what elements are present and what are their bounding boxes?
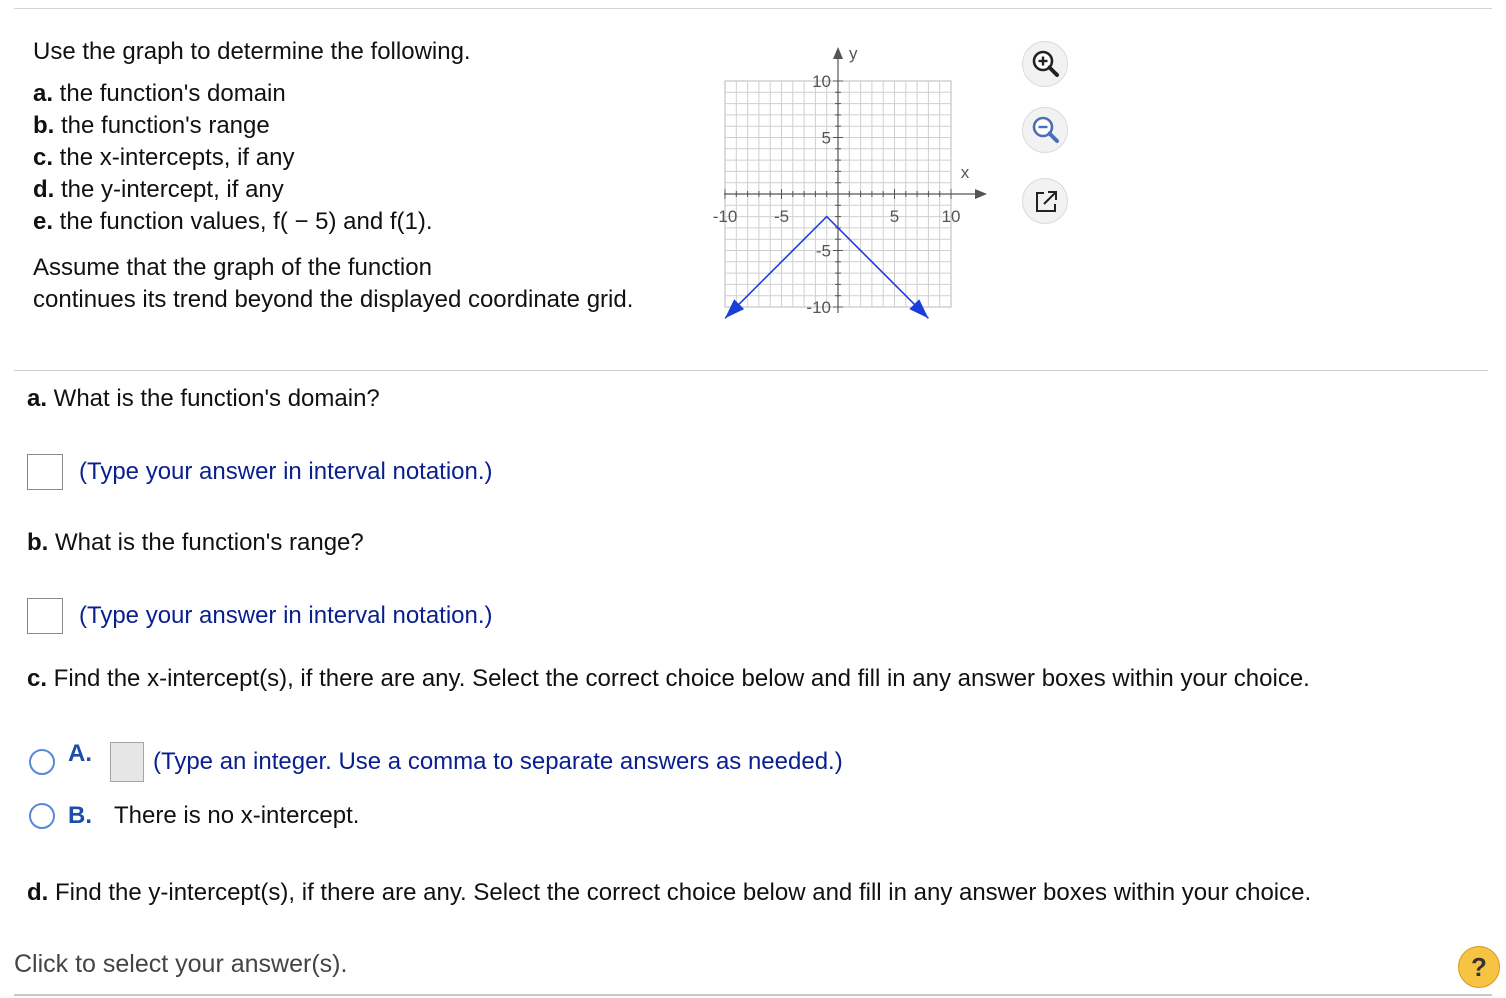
question-text: Find the y-intercept(s), if there are any. Select the correct choice below and fill in any answer boxes within your choice.: [48, 879, 1312, 906]
assume-line-2: continues its trend beyond the displayed coordinate grid.: [33, 286, 634, 313]
item-text: the y-intercept, if any: [54, 176, 284, 203]
status-message: Click to select your answer(s).: [14, 950, 348, 978]
choice-a-radio[interactable]: [29, 749, 55, 775]
item-label: d.: [33, 176, 55, 203]
y-tick-label: 5: [821, 128, 831, 148]
popout-button[interactable]: [1022, 178, 1068, 224]
function-graph[interactable]: [712, 40, 1018, 330]
item-text: the x-intercepts, if any: [53, 144, 295, 171]
question-label: a.: [27, 385, 48, 412]
y-axis-arrow: [833, 47, 843, 59]
x-axis-arrow: [975, 189, 987, 199]
problem-lead: Use the graph to determine the following.: [33, 38, 471, 65]
x-tick-label: 10: [941, 207, 961, 226]
zoom-in-icon: [1023, 42, 1069, 88]
answer-hint: (Type your answer in interval notation.): [79, 458, 493, 485]
top-divider: [14, 8, 1492, 9]
domain-answer-box[interactable]: [27, 454, 63, 490]
choice-a-hint: (Type an integer. Use a comma to separate answers as needed.): [153, 748, 843, 775]
problem-item-c: [33, 142, 633, 174]
zoom-in-button[interactable]: [1022, 41, 1068, 87]
question-d: [27, 878, 1311, 908]
question-label: b.: [27, 529, 49, 556]
item-label: e.: [33, 208, 54, 235]
problem-statement: [33, 36, 633, 316]
zoom-out-button[interactable]: [1022, 107, 1068, 153]
question-label: d.: [27, 879, 49, 906]
question-b: [27, 528, 364, 558]
question-c: [27, 664, 1310, 694]
item-text: the function values, f( − 5) and f(1).: [53, 208, 433, 235]
question-text: What is the function's domain?: [47, 385, 380, 412]
x-tick-label: 5: [889, 207, 900, 226]
problem-item-a: [33, 78, 633, 110]
problem-item-d: [33, 174, 633, 206]
x-intercept-answer-box[interactable]: [110, 742, 144, 782]
item-text: the function's domain: [53, 80, 286, 107]
bottom-divider: [14, 994, 1492, 996]
item-label: a.: [33, 80, 54, 107]
range-answer-box[interactable]: [27, 598, 63, 634]
item-label: c.: [33, 144, 54, 171]
problem-item-e: [33, 206, 633, 238]
x-axis-label: x: [960, 163, 970, 182]
answer-hint: (Type your answer in interval notation.): [79, 602, 493, 629]
y-tick-label: 10: [812, 72, 831, 91]
section-divider: [14, 370, 1488, 371]
x-tick-label: -5: [773, 207, 790, 226]
help-button[interactable]: [1458, 946, 1500, 988]
question-label: c.: [27, 665, 48, 692]
choice-a-letter: A.: [68, 740, 92, 767]
zoom-out-icon: [1023, 108, 1069, 154]
assume-line-1: Assume that the graph of the function: [33, 254, 432, 281]
y-tick-label: -5: [815, 241, 831, 261]
question-text: Find the x-intercept(s), if there are any. Select the correct choice below and fill in any answer boxes within your choice.: [47, 665, 1310, 692]
choice-b-radio[interactable]: [29, 803, 55, 829]
item-label: b.: [33, 112, 55, 139]
answer-b-row: [27, 598, 493, 634]
answer-a-row: [27, 454, 493, 490]
item-text: the function's range: [54, 112, 270, 139]
y-tick-label: -10: [806, 298, 831, 317]
question-a: [27, 384, 380, 414]
question-text: What is the function's range?: [48, 529, 364, 556]
help-icon: ?: [1471, 952, 1487, 982]
choice-b-text: There is no x-intercept.: [114, 802, 360, 829]
choice-b-letter: B.: [68, 802, 92, 829]
popout-icon: [1023, 179, 1069, 225]
problem-item-b: [33, 110, 633, 142]
choice-b[interactable]: [29, 802, 359, 830]
y-axis-label: y: [849, 44, 858, 63]
x-tick-label: -10: [712, 207, 738, 226]
choice-a[interactable]: [29, 742, 843, 782]
